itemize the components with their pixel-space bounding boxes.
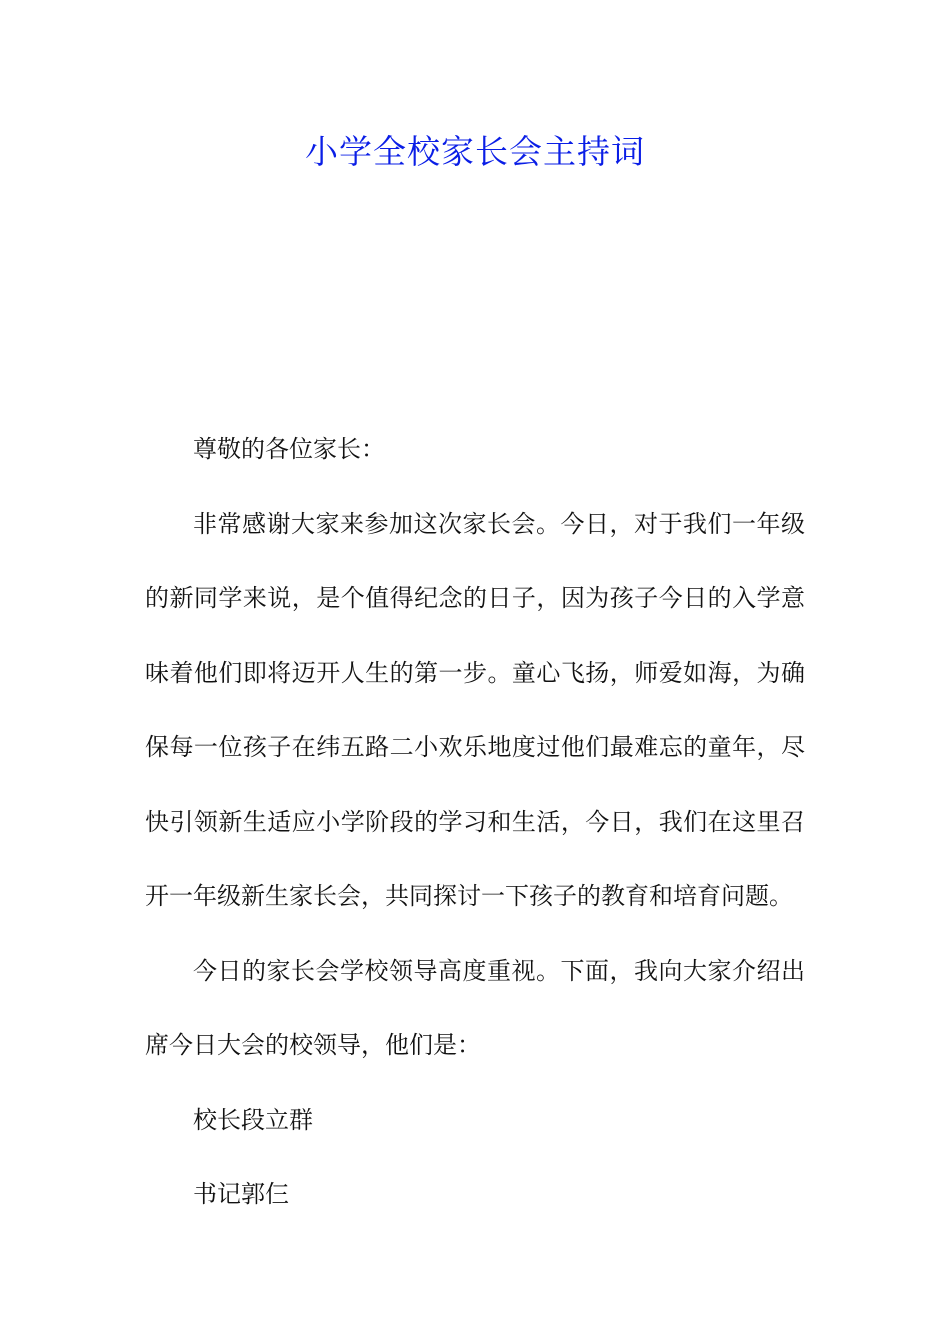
document-body bbox=[145, 412, 805, 1232]
principal-line: 校长段立群 bbox=[193, 1105, 313, 1134]
leaders-intro-paragraph: 今日的家长会学校领导高度重视。下面，我向大家介绍出席今日大会的校领导，他们是： bbox=[145, 956, 805, 1059]
intro-paragraph: 非常感谢大家来参加这次家长会。今日，对于我们一年级的新同学来说，是个值得纪念的日子，因为孩子今日的入学意味着他们即将迈开人生的第一步。童心飞扬，师爱如海，为确保每一位孩子在纬五路二小欢乐地度过他们最难忘的童年，尽快引领新生适应小学阶段的学习和生活，今日，我们在这里召开一年级新生家长会，共同探讨一下孩子的教育和培育问题。 bbox=[145, 509, 805, 910]
document-title: 小学全校家长会主持词 bbox=[305, 132, 645, 171]
secretary-line: 书记郭仨 bbox=[193, 1180, 289, 1208]
greeting-paragraph: 尊敬的各位家长： bbox=[193, 435, 385, 463]
